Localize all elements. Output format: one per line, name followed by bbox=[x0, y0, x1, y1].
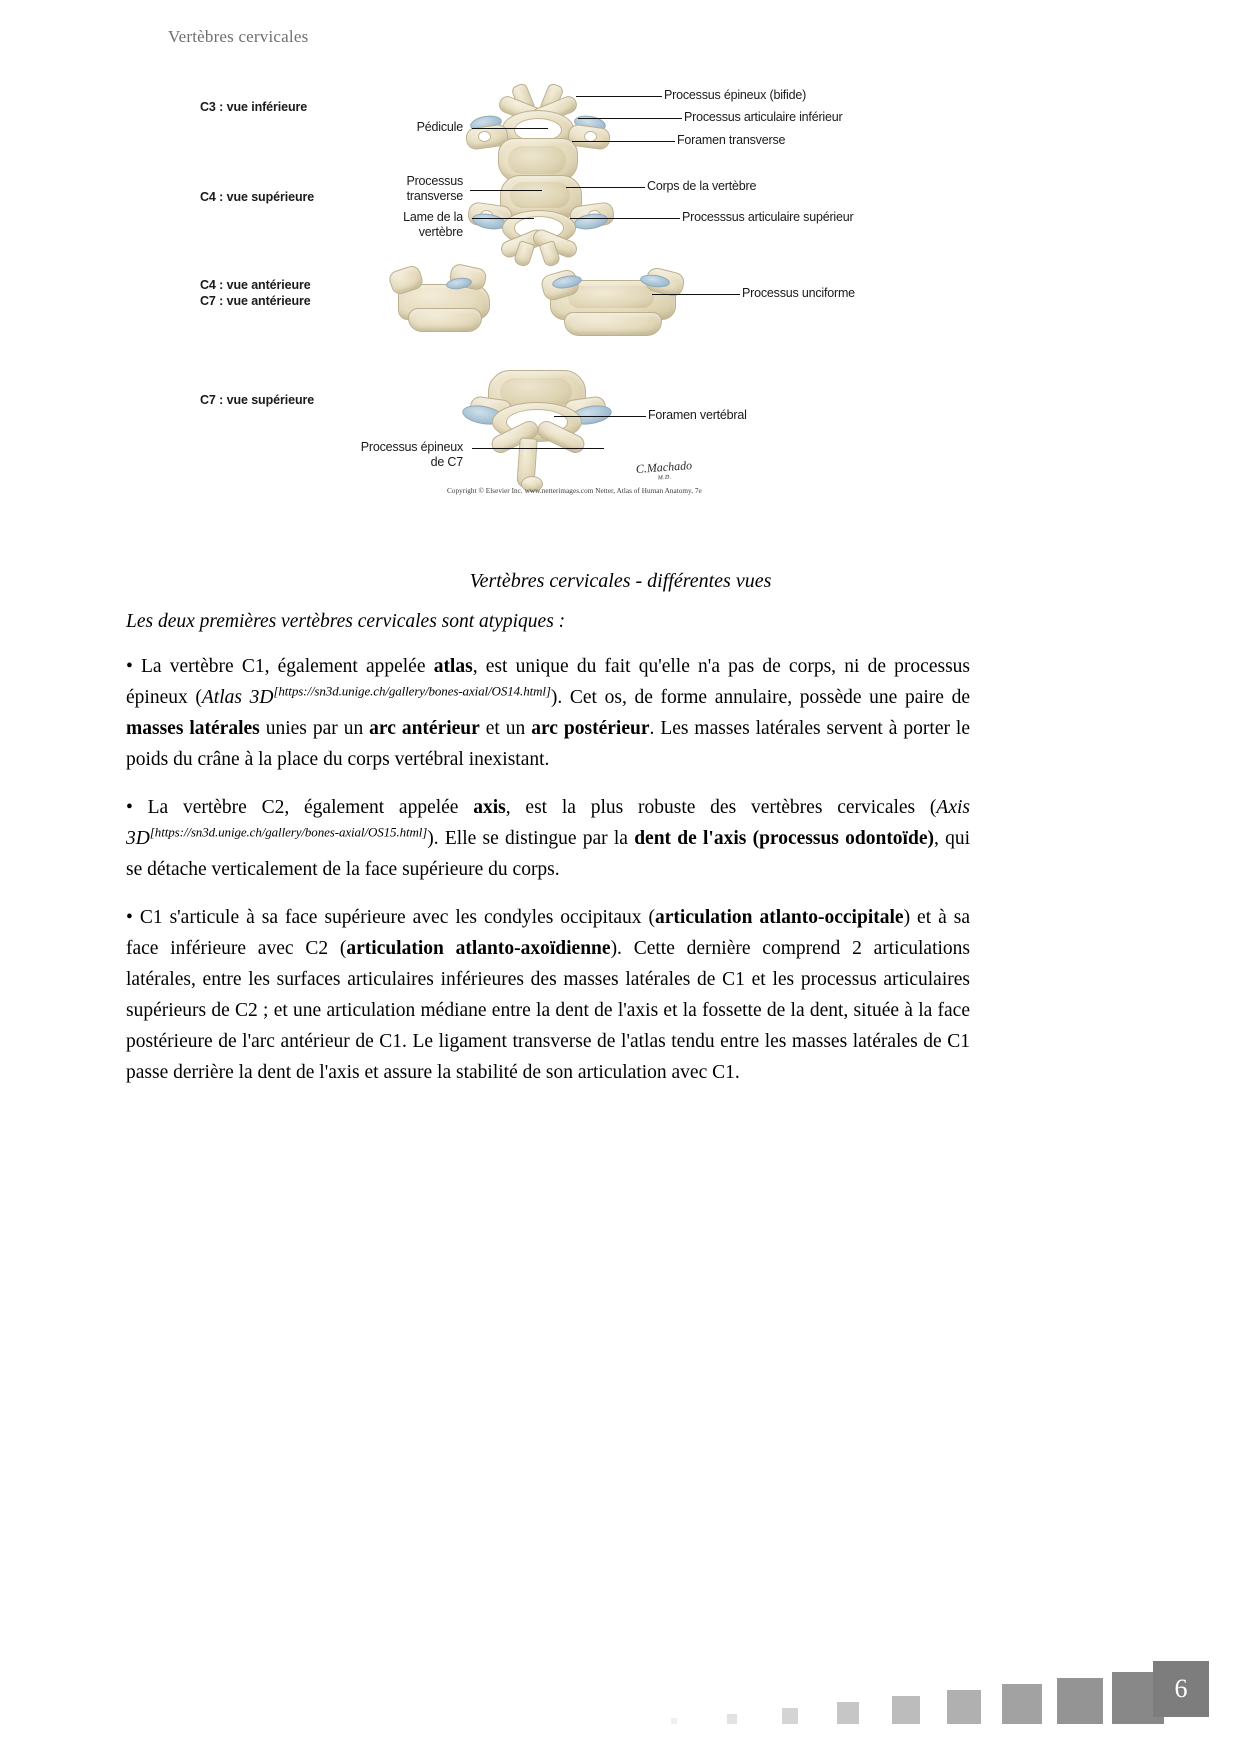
annotation-right-2: Foramen transverse bbox=[677, 133, 786, 147]
leader-line-right-0 bbox=[576, 96, 662, 97]
view-label-1: C4 : vue supérieure bbox=[200, 190, 315, 204]
signature-credential: M.D. bbox=[657, 474, 672, 482]
annotation-right-1: Processus articulaire inférieur bbox=[684, 110, 843, 124]
b3-bold-atlanto-occipitale: articulation atlanto-occipitale bbox=[655, 907, 904, 928]
signature-name: C.Machado bbox=[635, 458, 693, 476]
annotation-left-0-line1: Pédicule bbox=[416, 120, 463, 134]
annotation-left-2-line1: Lame de la bbox=[403, 210, 463, 224]
annotation-left-0 bbox=[363, 120, 463, 135]
annotation-left-2 bbox=[360, 210, 463, 240]
view-label-4: C7 : vue supérieure bbox=[200, 393, 315, 407]
leader-line-left-2 bbox=[472, 218, 534, 219]
b3-seg2: ) et à sa face inférieure avec C2 ( bbox=[126, 907, 970, 959]
page-footer bbox=[0, 1634, 1241, 1754]
b1-seg6: . Les masses latérales servent à porter le poids du crâne à la place du corps vertébral inexistant. bbox=[126, 718, 971, 770]
view-label-2: C4 : vue antérieure bbox=[200, 278, 311, 292]
artist-signature bbox=[635, 458, 693, 483]
b1-seg4: unies par un bbox=[259, 718, 370, 739]
atlas-3d-link-label: Atlas 3D bbox=[201, 687, 274, 708]
footer-square-slot-3 bbox=[819, 1666, 877, 1724]
footer-square-6 bbox=[1002, 1684, 1042, 1724]
footer-square-slot-7 bbox=[1051, 1666, 1109, 1724]
footer-square-slot-1 bbox=[703, 1666, 761, 1724]
leader-line-right-4 bbox=[570, 218, 680, 219]
atlas-3d-link-url: [https://sn3d.unige.ch/gallery/bones-axial/OS14.html] bbox=[273, 683, 551, 699]
b1-seg2: , est unique du fait qu'elle n'a pas de corps, ni de processus épineux ( bbox=[126, 656, 971, 708]
annotation-right-5: Processus unciforme bbox=[742, 286, 855, 300]
b1-bold-masses-laterales: masses latérales bbox=[126, 718, 260, 739]
b2-bold-dent-axis: dent de l'axis (processus odontoïde) bbox=[634, 828, 934, 849]
leader-line-right-1 bbox=[578, 118, 682, 119]
b2-seg3: ). Elle se distingue par la bbox=[427, 828, 635, 849]
b1-bold-arc-anterieur: arc antérieur bbox=[369, 718, 480, 739]
footer-square-7 bbox=[1057, 1678, 1103, 1724]
figure-caption: Vertèbres cervicales - différentes vues bbox=[469, 570, 772, 592]
b2-bold-axis: axis bbox=[473, 797, 506, 818]
annotation-left-1 bbox=[345, 174, 463, 204]
leader-line-left-1 bbox=[470, 190, 542, 191]
lead-sentence-text: Les deux premières vertèbres cervicales sont atypiques : bbox=[126, 611, 566, 632]
b3-bold-atlanto-axoidienne: articulation atlanto-axoïdienne bbox=[346, 938, 611, 959]
footer-square-5 bbox=[947, 1690, 981, 1724]
footer-square-slot-4 bbox=[877, 1666, 935, 1724]
bullet-paragraph-c2 bbox=[126, 792, 970, 885]
b2-seg4: , qui se détache verticalement de la face supérieure du corps. bbox=[126, 828, 970, 880]
footer-square-slot-6 bbox=[993, 1666, 1051, 1724]
axis-3d-link-url-cont: /gallery/bones-axial/OS15.html] bbox=[261, 824, 428, 840]
annotation-left-2-line2: vertèbre bbox=[418, 225, 463, 239]
leader-line-right-6 bbox=[554, 416, 646, 417]
footer-square-1 bbox=[727, 1714, 737, 1724]
atlas-3d-link[interactable] bbox=[201, 683, 551, 708]
lead-sentence bbox=[126, 607, 970, 637]
leader-line-right-2 bbox=[572, 141, 675, 142]
b1-seg1: • La vertèbre C1, également appelée bbox=[126, 656, 434, 677]
footer-square-4 bbox=[892, 1696, 920, 1724]
b1-seg5: et un bbox=[479, 718, 532, 739]
annotation-left-3 bbox=[333, 440, 463, 470]
axis-3d-link-label: Axis 3D bbox=[126, 797, 970, 849]
page-number: 6 bbox=[1153, 1661, 1209, 1717]
annotation-left-3-line2: de C7 bbox=[430, 455, 463, 469]
b3-seg3: ). Cette dernière comprend 2 articulations latérales, entre les surfaces articulaires inférieures des masses latérales de C1 et les processus articulaires supérieurs de C2 ; et une articulation médiane entre la dent de l'axis et la fossette de la dent, située à la face postérieure de l'arc antérieur de C1. Le ligament transverse de l'atlas tendu entre les masses latérales de C1 passe derrière la dent de l'axis et assure la stabilité de son articulation avec C1. bbox=[126, 938, 970, 1083]
annotation-right-6: Foramen vertébral bbox=[648, 408, 747, 422]
annotation-left-1-line1: Processus bbox=[406, 174, 463, 188]
b2-seg2: , est la plus robuste des vertèbres cervicales ( bbox=[505, 797, 937, 818]
footer-square-slot-2 bbox=[761, 1666, 819, 1724]
figure-copyright: Copyright © Elsevier Inc. www.netterimages.com Netter, Atlas of Human Anatomy, 7e bbox=[447, 487, 702, 495]
footer-square-3 bbox=[837, 1702, 859, 1724]
leader-line-right-5 bbox=[652, 294, 740, 295]
b3-seg1: • C1 s'articule à sa face supérieure avec les condyles occipitaux ( bbox=[126, 907, 656, 928]
b2-seg1: • La vertèbre C2, également appelée bbox=[126, 797, 474, 818]
b1-seg3: ). Cet os, de forme annulaire, possède une paire de bbox=[550, 687, 970, 708]
b1-bold-atlas: atlas bbox=[433, 656, 473, 677]
footer-decoration bbox=[645, 1666, 1223, 1724]
annotation-left-1-line2: transverse bbox=[406, 189, 463, 203]
footer-square-slot-0 bbox=[645, 1666, 703, 1724]
annotation-right-3: Corps de la vertèbre bbox=[647, 179, 757, 193]
annotation-right-4: Processsus articulaire supérieur bbox=[682, 210, 854, 224]
bullet-paragraph-articulations bbox=[126, 902, 970, 1088]
view-label-3: C7 : vue antérieure bbox=[200, 294, 311, 308]
annotation-right-0: Processus épineux (bifide) bbox=[664, 88, 807, 102]
body-text bbox=[126, 607, 970, 1105]
footer-square-slot-5 bbox=[935, 1666, 993, 1724]
bullet-paragraph-c1 bbox=[126, 651, 970, 775]
leader-line-left-3 bbox=[472, 448, 604, 449]
leader-line-right-3 bbox=[566, 187, 645, 188]
anatomy-figure bbox=[150, 72, 1090, 562]
footer-square-2 bbox=[782, 1708, 798, 1724]
leader-line-left-0 bbox=[472, 128, 548, 129]
annotation-left-3-line1: Processus épineux bbox=[360, 440, 463, 454]
axis-3d-link-url: [https://sn3d.unige.ch bbox=[149, 824, 262, 840]
view-label-0: C3 : vue inférieure bbox=[200, 100, 308, 114]
running-header: Vertèbres cervicales bbox=[168, 27, 309, 46]
b1-bold-arc-posterieur: arc postérieur bbox=[531, 718, 650, 739]
footer-square-0 bbox=[671, 1718, 677, 1724]
